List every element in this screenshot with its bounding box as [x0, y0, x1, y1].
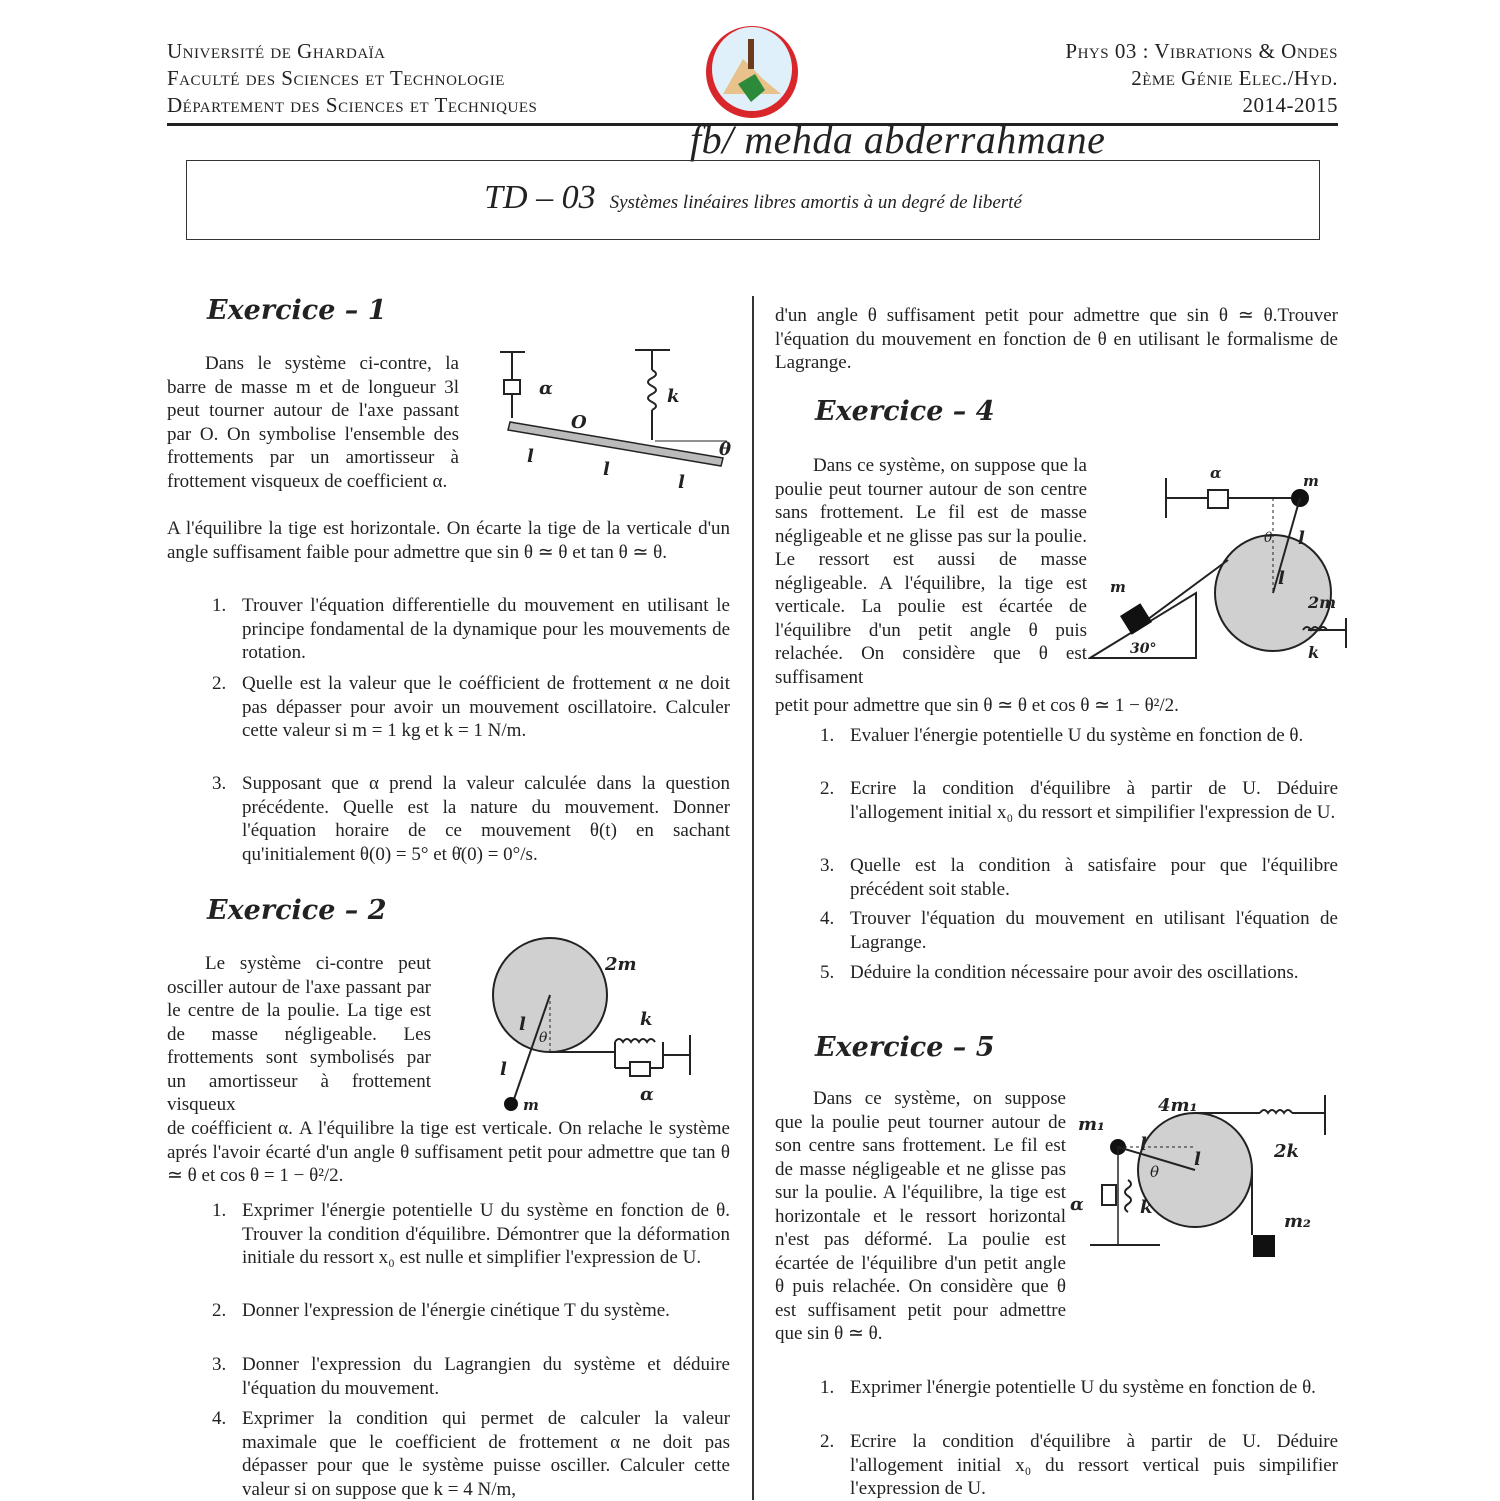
ex4-item-1: 1. Evaluer l'énergie potentielle U du système en fonction de θ.: [820, 725, 1304, 746]
ex1-label-l3: l: [678, 472, 685, 493]
ex1-intro: Dans le système ci-contre, la barre de masse m et de longueur 3l peut tourner autour de l'axe passant par O. On symbolise l'ensemble des frottements par un amortisseur à frottement visqueux de coefficient α.: [167, 353, 459, 492]
item-number: 4.: [820, 908, 835, 929]
ex4-item-2: 2. Ecrire la condition d'équilibre à partir de U. Déduire l'allogement initial x₀ du ressort et simpilifier l'expression de U.: [820, 778, 1338, 823]
ex1-heading: Exercice – 1: [207, 295, 387, 326]
ex1-continuation: A l'équilibre la tige est horizontale. On écarte la tige de la verticale d'un angle suffisament faible pour admettre que sin θ ≃ θ et tan θ ≃ θ.: [167, 518, 730, 563]
ex1-item-3: 3. Supposant que α prend la valeur calculée dans la question précédente. Quelle est la nature du mouvement. Donner l'équation horaire de ce mouvement θ(t) en sachant qu'initialement θ(0) = 5° et θ̇(0) = 0°/s.: [212, 773, 730, 865]
ex4-label-l1: l: [1298, 528, 1305, 549]
header-left: [167, 38, 537, 119]
item-number: 2.: [212, 1300, 227, 1321]
ex1-item-1: 1. Trouver l'équation differentielle du mouvement en utilisant le principe fondamental de la dynamique pour les mouvements de rotation.: [212, 595, 730, 663]
item-number: 2.: [820, 778, 835, 799]
ex1-label-l2: l: [603, 459, 610, 480]
class-name: 2ème Génie Elec./Hyd.: [1131, 66, 1338, 90]
ex5-intro: Dans ce système, on suppose que la poulie peut tourner autour de son centre sans frottement. Le fil est de masse négligeable et ne glisse pas sur la poulie. A l'équilibre, la tige est horizontale et le ressort horizontal n'est pas déformé. La poulie est écartée de l'équilibre d'un petit angle θ puis relachée. On considère que θ est suffisament petit pour admettre que sin θ ≃ θ.: [775, 1088, 1066, 1344]
ex4-label-l2: l: [1278, 568, 1285, 589]
ex5-label-alpha: α: [1070, 1194, 1084, 1215]
signature-watermark: fb/ mehda abderrahmane: [690, 117, 1106, 162]
ex4-label-alpha: α: [1210, 464, 1222, 482]
item-number: 1.: [820, 725, 835, 746]
item-number: 1.: [212, 1200, 227, 1221]
ex4-label-m-top: m: [1303, 472, 1319, 490]
ex2-item-3: 3. Donner l'expression du Lagrangien du système et déduire l'équation du mouvement.: [212, 1354, 730, 1399]
ex2-label-k: k: [640, 1009, 653, 1030]
ex5-heading: Exercice – 5: [815, 1032, 995, 1063]
ex5-label-m1: m₁: [1078, 1114, 1105, 1135]
td-subtitle: Systèmes linéaires libres amortis à un degré de liberté: [609, 192, 1022, 213]
university-logo: [703, 24, 801, 122]
item-number: 1.: [820, 1377, 835, 1398]
ex1-label-alpha: α: [539, 378, 553, 399]
ex5-label-m2: m₂: [1284, 1211, 1311, 1232]
university-name: Université de Ghardaïa: [167, 39, 386, 63]
ex5-item-1: 1. Exprimer l'énergie potentielle U du système en fonction de θ.: [820, 1377, 1316, 1398]
academic-year: 2014-2015: [1242, 93, 1338, 117]
ex4-heading: Exercice – 4: [815, 396, 995, 427]
ex5-item-2: 2. Ecrire la condition d'équilibre à partir de U. Déduire l'allogement initial x₀ du ressort vertical puis simpilifier l'expression de U.: [820, 1431, 1338, 1499]
ex5-figure: [1070, 1085, 1345, 1265]
ex4-label-k: k: [1308, 643, 1320, 662]
ex4-label-angle: 30°: [1130, 641, 1157, 657]
ex4-continuation: petit pour admettre que sin θ ≃ θ et cos θ ≃ 1 − θ²/2.: [775, 695, 1179, 716]
course-name: Phys 03 : Vibrations & Ondes: [1065, 39, 1338, 63]
ex2-figure: [485, 930, 715, 1115]
item-number: 2.: [820, 1431, 835, 1452]
ex4-label-theta: θ: [1264, 530, 1273, 546]
ex2-label-m: m: [523, 1096, 539, 1114]
ex5-label-2k: 2k: [1274, 1141, 1299, 1162]
ex2-item-4: 4. Exprimer la condition qui permet de calculer la valeur maximale que le coefficient de frottement α ne doit pas dépasser pour que le système puisse osciller. Calculer cette valeur si on suppose que k = 4 N/m,: [212, 1408, 730, 1500]
ex5-label-l1: l: [1140, 1134, 1147, 1155]
ex1-label-O: O: [571, 412, 587, 433]
td-code: TD – 03: [484, 179, 596, 216]
item-number: 3.: [212, 1354, 227, 1375]
title-box: [186, 160, 1320, 240]
ex1-item-2: 2. Quelle est la valeur que le coéfficient de frottement α ne doit pas dépasser pour avoir un mouvement oscillatoire. Calculer cette valeur si m = 1 kg et k = 1 N/m.: [212, 673, 730, 741]
ex2-label-l1: l: [519, 1014, 526, 1035]
ex2-label-l2: l: [500, 1059, 507, 1080]
ex5-label-k: k: [1140, 1197, 1153, 1218]
department-name: Département des Sciences et Techniques: [167, 93, 538, 117]
ex5-label-4m1: 4m₁: [1158, 1095, 1198, 1116]
ex4-item-5: 5. Déduire la condition nécessaire pour avoir des oscillations.: [820, 962, 1299, 983]
item-number: 5.: [820, 962, 835, 983]
ex2-label-alpha: α: [640, 1084, 654, 1105]
item-number: 3.: [212, 773, 227, 794]
ex4-item-4: 4. Trouver l'équation du mouvement en utilisant l'équation de Lagrange.: [820, 908, 1338, 953]
ex4-item-3: 3. Quelle est la condition à satisfaire pour que l'équilibre précédent soit stable.: [820, 855, 1338, 900]
item-number: 1.: [212, 595, 227, 616]
faculty-name: Faculté des Sciences et Technologie: [167, 66, 505, 90]
ex2-heading: Exercice – 2: [207, 895, 387, 926]
ex1-label-k: k: [667, 386, 680, 407]
ex2-label-2m: 2m: [605, 954, 637, 975]
ex4-label-m: m: [1110, 578, 1126, 596]
ex2-intro: Le système ci-contre peut osciller autour de l'axe passant par le centre de la poulie. La tige est de masse négligeable. Les frottements sont symbolisés par un amortisseur à frottement visqueux: [167, 953, 431, 1115]
item-number: 3.: [820, 855, 835, 876]
ex5-label-l2: l: [1194, 1149, 1201, 1170]
ex2-continuation: de coéfficient α. A l'équilibre la tige est verticale. On relache le système aprés l'avoir écarté d'un angle θ suffisament petit pour admettre que tan θ ≃ θ et cos θ = 1 − θ²/2.: [167, 1118, 730, 1186]
ex3-continuation: d'un angle θ suffisament petit pour admettre que sin θ ≃ θ.Trouver l'équation du mouvement en fonction de θ en utilisant le formalisme de Lagrange.: [775, 305, 1338, 373]
ex4-intro: Dans ce système, on suppose que la poulie peut tourner autour de son centre sans frottement. Le fil est de masse négligeable et ne glisse pas sur la poulie. Le ressort est aussi de masse négligeable. A l'équilibre, la tige est verticale. La poulie est écartée de l'équilibre d'un petit angle θ puis relachée. On considère que θ est suffisament: [775, 455, 1087, 688]
ex1-figure: [495, 340, 735, 500]
column-divider: [752, 296, 754, 1500]
item-number: 4.: [212, 1408, 227, 1429]
ex5-label-theta: θ: [1150, 1163, 1160, 1181]
header-right: [1065, 38, 1338, 119]
ex1-label-theta: θ: [719, 439, 732, 460]
ex1-label-l1: l: [527, 446, 534, 467]
item-number: 2.: [212, 673, 227, 694]
ex4-label-2m: 2m: [1308, 593, 1337, 612]
ex2-item-1: 1. Exprimer l'énergie potentielle U du système en fonction de θ. Trouver la condition d'équilibre. Démontrer que la déformation initiale du ressort x₀ est nulle et simplifier l'expression de U.: [212, 1200, 730, 1268]
ex2-item-2: 2. Donner l'expression de l'énergie cinétique T du système.: [212, 1300, 670, 1321]
ex2-label-theta: θ: [539, 1030, 548, 1046]
ex4-figure: [1088, 458, 1358, 668]
